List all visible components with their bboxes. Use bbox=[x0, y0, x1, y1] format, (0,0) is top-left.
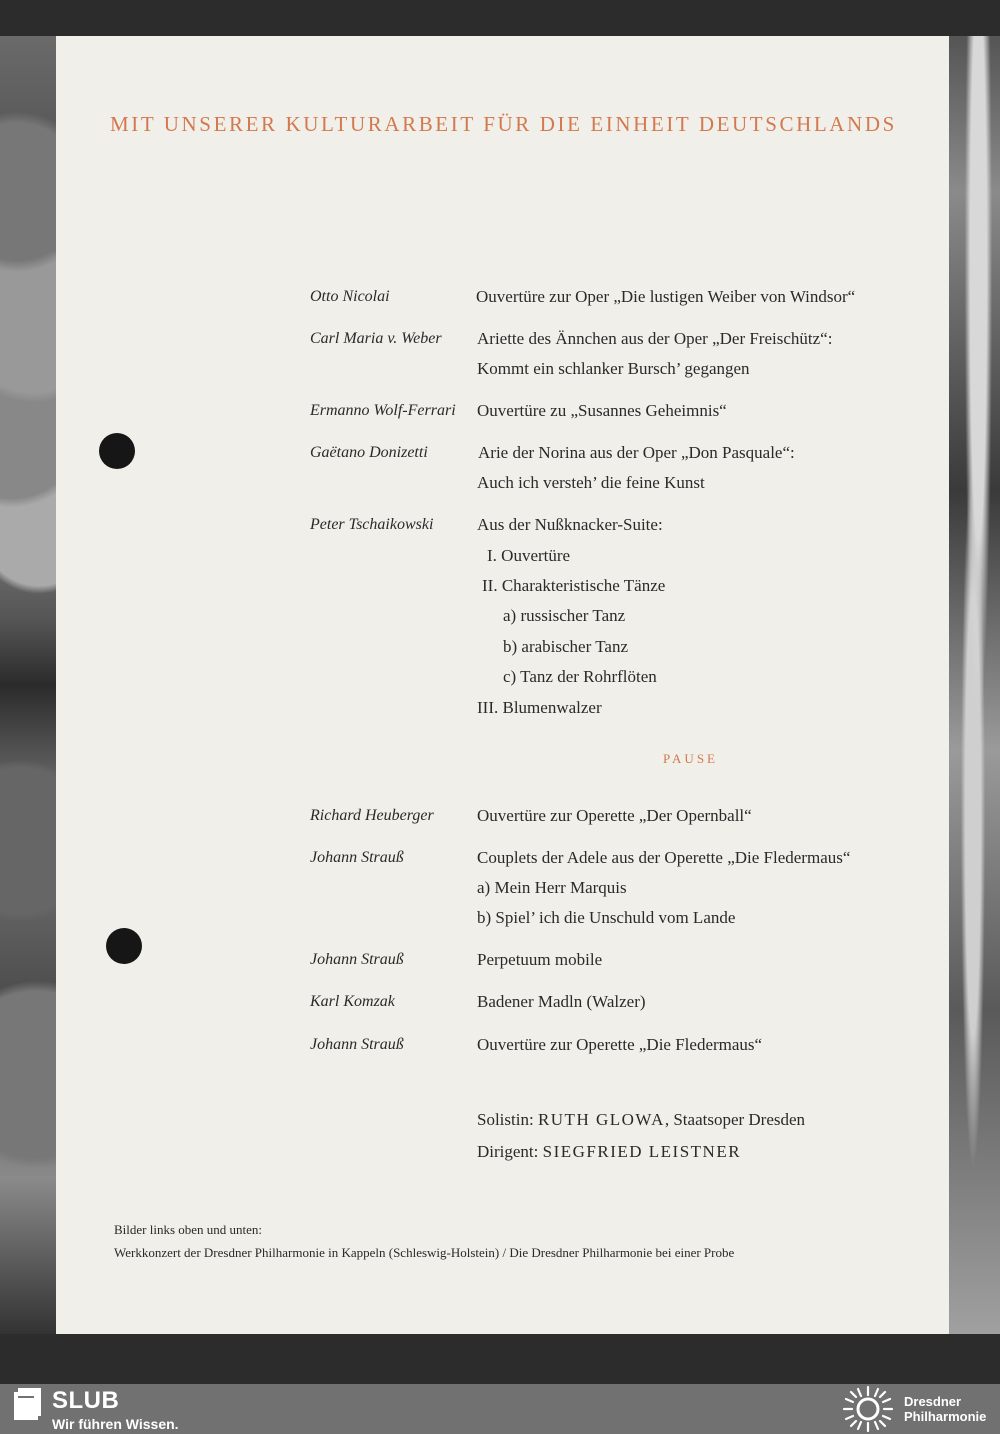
caption-title: Bilder links oben und unten: bbox=[114, 1222, 263, 1237]
soloist-label: Solistin: bbox=[477, 1110, 534, 1129]
punch-hole bbox=[106, 928, 142, 964]
right-photo-strip bbox=[946, 36, 1000, 1334]
work-title: Arie der Norina aus der Oper „Don Pasquale“: bbox=[478, 443, 795, 462]
work-title: Aus der Nußknacker-Suite: bbox=[477, 515, 663, 534]
movement-item: II. Charakteristische Tänze bbox=[482, 576, 666, 595]
work-title: Badener Madln (Walzer) bbox=[477, 992, 646, 1011]
soloist-name: RUTH GLOWA bbox=[537, 1110, 665, 1129]
composer-name: Gaëtano Donizetti bbox=[310, 444, 428, 461]
composer-name: Richard Heuberger bbox=[310, 807, 434, 824]
movement-item: b) arabischer Tanz bbox=[503, 637, 628, 656]
movement-item: a) russischer Tanz bbox=[503, 606, 626, 625]
dresdner-philharmonie-logo-icon bbox=[842, 1385, 894, 1433]
composer-name: Johann Strauß bbox=[310, 849, 404, 866]
movement-item: I. Ouvertüre bbox=[487, 546, 571, 565]
work-title: Ouvertüre zur Operette „Die Fledermaus“ bbox=[477, 1035, 763, 1054]
composer-name: Karl Komzak bbox=[310, 993, 395, 1010]
movement-item: a) Mein Herr Marquis bbox=[477, 878, 627, 897]
work-title: Ariette des Ännchen aus der Oper „Der Freischütz“: bbox=[477, 329, 833, 348]
movement-item: c) Tanz der Rohrflöten bbox=[503, 667, 657, 686]
intermission-label: PAUSE bbox=[663, 751, 718, 766]
composer-name: Otto Nicolai bbox=[310, 288, 390, 305]
composer-name: Ermanno Wolf-Ferrari bbox=[310, 402, 456, 419]
slub-logo-icon bbox=[12, 1388, 42, 1422]
work-title: Perpetuum mobile bbox=[477, 950, 603, 969]
partner-name-line1: Dresdner bbox=[904, 1394, 962, 1409]
composer-name: Johann Strauß bbox=[310, 951, 404, 968]
footer-bar bbox=[0, 1384, 1000, 1434]
caption-text: Werkkonzert der Dresdner Philharmonie in Kappeln (Schleswig-Holstein) / Die Dresdner Philharmonie bei einer Probe bbox=[114, 1245, 735, 1260]
work-subtitle: Auch ich versteh’ die feine Kunst bbox=[477, 473, 705, 492]
work-title: Ouvertüre zur Oper „Die lustigen Weiber von Windsor“ bbox=[476, 287, 856, 306]
slub-slogan: Wir führen Wissen. bbox=[52, 1416, 179, 1432]
page-heading: MIT UNSERER KULTURARBEIT FÜR DIE EINHEIT DEUTSCHLANDS bbox=[110, 112, 897, 136]
composer-name: Carl Maria v. Weber bbox=[310, 330, 442, 347]
conductor-label: Dirigent: bbox=[477, 1142, 539, 1161]
punch-hole bbox=[99, 433, 135, 469]
soloist-house: , Staatsoper Dresden bbox=[664, 1110, 806, 1129]
movement-item: III. Blumenwalzer bbox=[477, 698, 602, 717]
work-title: Ouvertüre zu „Susannes Geheimnis“ bbox=[477, 401, 727, 420]
work-title: Couplets der Adele aus der Operette „Die Fledermaus“ bbox=[477, 848, 851, 867]
conductor-name: SIEGFRIED LEISTNER bbox=[542, 1142, 742, 1161]
work-subtitle: Kommt ein schlanker Bursch’ gegangen bbox=[477, 359, 750, 378]
composer-name: Peter Tschaikowski bbox=[310, 516, 434, 533]
work-title: Ouvertüre zur Operette „Der Opernball“ bbox=[477, 806, 752, 825]
slub-name: SLUB bbox=[52, 1387, 120, 1414]
partner-name-line2: Philharmonie bbox=[904, 1409, 987, 1424]
soloist-line bbox=[477, 1110, 805, 1130]
conductor-line bbox=[477, 1142, 741, 1162]
left-photo-strip bbox=[0, 36, 56, 1334]
movement-item: b) Spiel’ ich die Unschuld vom Lande bbox=[477, 908, 736, 927]
composer-name: Johann Strauß bbox=[310, 1036, 404, 1053]
